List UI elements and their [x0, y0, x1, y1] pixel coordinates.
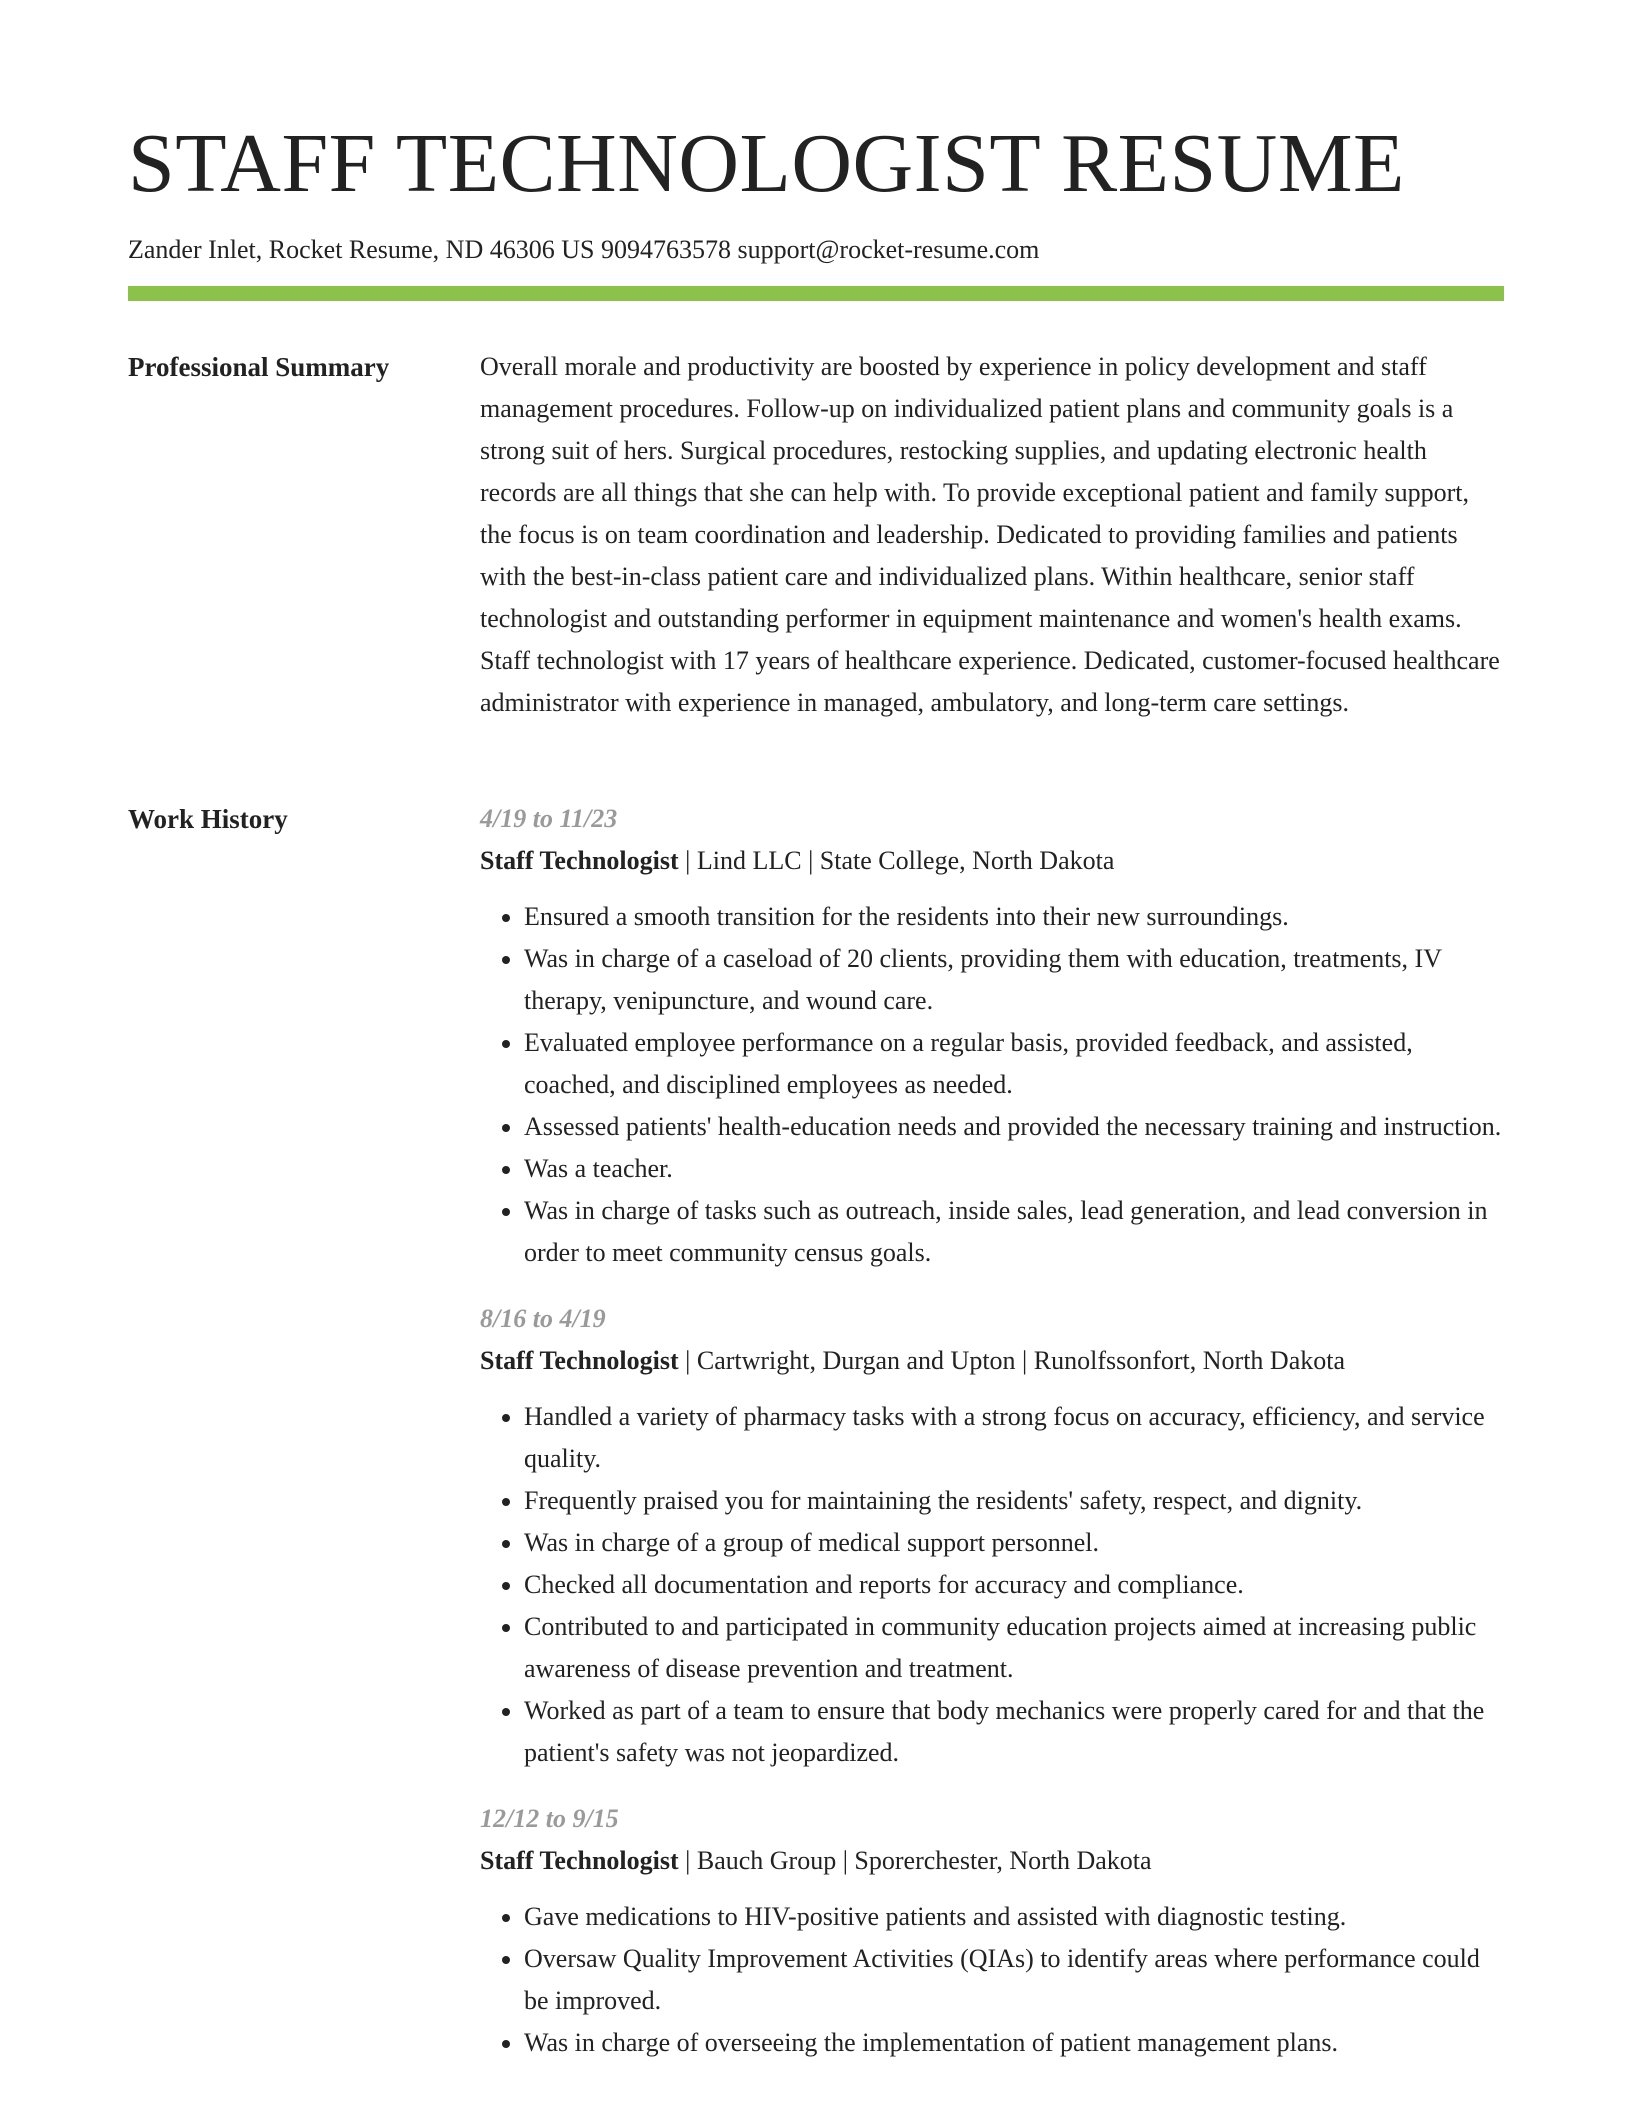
job-bullet: • Was in charge of tasks such as outreach, inside sales, lead generation, and lead conversion in order to meet community census goals. [524, 1190, 1504, 1274]
job-dates: 12/12 to 9/15 [480, 1804, 619, 1833]
job-bullet: • Worked as part of a team to ensure that body mechanics were properly cared for and that the patient's safety was not jeopardized. [524, 1690, 1504, 1774]
job-bullet: • Was in charge of a caseload of 20 clients, providing them with education, treatments, IV therapy, venipuncture, and wound care. [524, 938, 1504, 1022]
job-dates: 8/16 to 4/19 [480, 1304, 606, 1333]
job-bullets [480, 1896, 1504, 2064]
job-bullet: • Handled a variety of pharmacy tasks with a strong focus on accuracy, efficiency, and service quality. [524, 1396, 1504, 1480]
job-bullet: • Evaluated employee performance on a regular basis, provided feedback, and assisted, coached, and disciplined employees as needed. [524, 1022, 1504, 1106]
job-bullet: • Assessed patients' health-education needs and provided the necessary training and instruction. [524, 1106, 1504, 1148]
accent-divider [128, 286, 1504, 301]
contact-line: Zander Inlet, Rocket Resume, ND 46306 US 9094763578 support@rocket-resume.com [128, 235, 1040, 264]
job-bullet: • Frequently praised you for maintaining the residents' safety, respect, and dignity. [524, 1480, 1504, 1522]
job-entry [480, 798, 1504, 1274]
job-heading [480, 840, 1504, 882]
job-role: Staff Technologist [480, 1846, 679, 1875]
job-dates: 4/19 to 11/23 [480, 804, 618, 833]
job-bullet: • Checked all documentation and reports for accuracy and compliance. [524, 1564, 1504, 1606]
job-bullet: • Gave medications to HIV-positive patients and assisted with diagnostic testing. [524, 1896, 1504, 1938]
job-details: | Cartwright, Durgan and Upton | Runolfssonfort, North Dakota [678, 1346, 1345, 1375]
job-bullets [480, 1396, 1504, 1774]
job-role: Staff Technologist [480, 1346, 679, 1375]
summary-body [480, 346, 1504, 724]
job-bullets [480, 896, 1504, 1274]
job-entry [480, 1798, 1504, 2064]
work-history-label: Work History [128, 804, 288, 834]
work-history-body [480, 798, 1504, 2088]
job-details: | Bauch Group | Sporerchester, North Dakota [678, 1846, 1152, 1875]
job-heading [480, 1340, 1504, 1382]
job-bullet: • Was in charge of a group of medical support personnel. [524, 1522, 1504, 1564]
job-bullet: • Oversaw Quality Improvement Activities (QIAs) to identify areas where performance could be improved. [524, 1938, 1504, 2022]
job-bullet: • Was in charge of overseeing the implementation of patient management plans. [524, 2022, 1504, 2064]
summary-label: Professional Summary [128, 352, 390, 382]
job-bullet: • Ensured a smooth transition for the residents into their new surroundings. [524, 896, 1504, 938]
job-bullet: • Contributed to and participated in community education projects aimed at increasing public awareness of disease prevention and treatment. [524, 1606, 1504, 1690]
summary-text: Overall morale and productivity are boosted by experience in policy development and staff management procedures. Follow-up on individualized patient plans and community goals is a strong suit of hers. Surgical procedures, restocking supplies, and updating electronic health records are all things that she can help with. To provide exceptional patient and family support, the focus is on team coordination and leadership. Dedicated to providing families and patients with the best-in-class patient care and individualized plans. Within healthcare, senior staff technologist and outstanding performer in equipment maintenance and women's health exams. Staff technologist with 17 years of healthcare experience. Dedicated, customer-focused healthcare administrator with experience in managed, ambulatory, and long-term care settings. [480, 352, 1500, 717]
job-role: Staff Technologist [480, 846, 679, 875]
resume-title: STAFF TECHNOLOGIST RESUME [128, 117, 1405, 210]
job-heading [480, 1840, 1504, 1882]
job-details: | Lind LLC | State College, North Dakota [678, 846, 1115, 875]
job-entry [480, 1298, 1504, 1774]
job-bullet: • Was a teacher. [524, 1148, 1504, 1190]
